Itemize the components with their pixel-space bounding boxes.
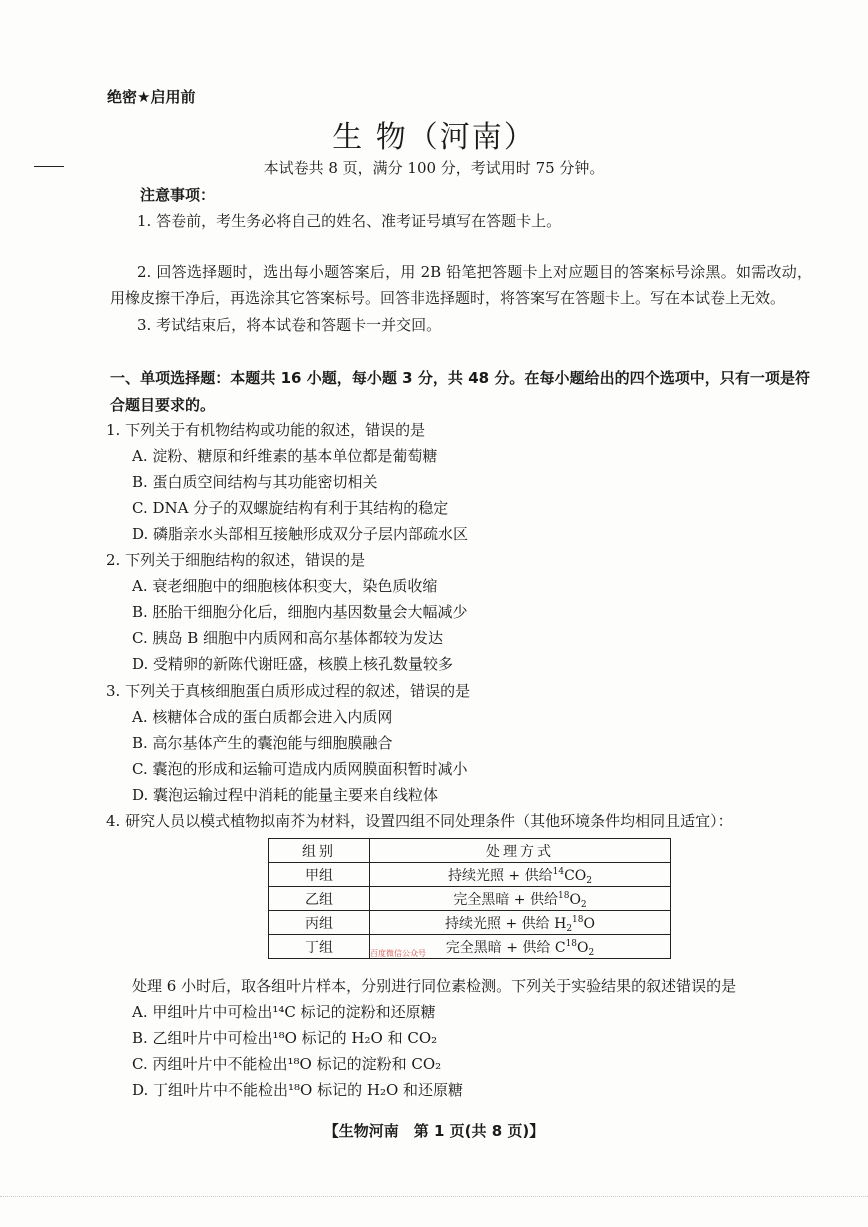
section-heading: 一、单项选择题：本题共 16 小题，每小题 3 分，共 48 分。在每小题给出的四个选项中，只有一项是符合题目要求的。 [110, 369, 810, 414]
watermark-text: 百度微信公众号 [370, 949, 426, 958]
question-option: B. 高尔基体产生的囊泡能与细胞膜融合 [132, 734, 393, 752]
question-option: D. 囊泡运输过程中消耗的能量主要来自线粒体 [132, 786, 439, 804]
table-row [269, 887, 671, 911]
question-option: C. 囊泡的形成和运输可造成内质网膜面积暂时减小 [132, 760, 468, 778]
treatment-table [268, 838, 671, 959]
question-option: A. 衰老细胞中的细胞核体积变大，染色质收缩 [132, 577, 438, 595]
table-header-treatment: 处理方式 [370, 839, 671, 863]
question-option: B. 蛋白质空间结构与其功能密切相关 [132, 473, 378, 491]
note-item: 3. 考试结束后，将本试卷和答题卡一并交回。 [137, 316, 442, 334]
table-row [269, 863, 671, 887]
note-item: 2. 回答选择题时，选出每小题答案后，用 2B 铅笔把答题卡上对应题目的答案标号涂黑。如需改动，用橡皮擦干净后，再选涂其它答案标号。回答非选择题时，将答案写在答题卡上。写在本试卷上无效。 [110, 263, 812, 307]
question-stem: 4. 研究人员以模式植物拟南芥为材料，设置四组不同处理条件（其他环境条件均相同且适宜）： [106, 812, 733, 830]
table-cell-treatment: 持续光照 + 供给$^{14}CO_2$ [370, 863, 671, 887]
question-option: D. 受精卵的新陈代谢旺盛，核膜上核孔数量较多 [132, 655, 454, 673]
question-option: C. 胰岛 B 细胞中内质网和高尔基体都较为发达 [132, 629, 444, 647]
question-option: D. 丁组叶片中不能检出¹⁸O 标记的 H₂O 和还原糖 [132, 1081, 464, 1099]
table-cell-group: 丙组 [269, 911, 370, 935]
question-option: C. DNA 分子的双螺旋结构有利于其结构的稳定 [132, 499, 449, 517]
table-header-row [269, 839, 671, 863]
question-option: D. 磷脂亲水头部相互接触形成双分子层内部疏水区 [132, 525, 469, 543]
exam-title: 生 物（河南） [332, 120, 536, 155]
notes-heading: 注意事项： [140, 186, 216, 204]
page-footer: 【生物河南 第 1 页(共 8 页)】 [323, 1122, 545, 1140]
exam-subtitle: 本试卷共 8 页，满分 100 分，考试用时 75 分钟。 [263, 159, 605, 177]
question-stem: 1. 下列关于有机物结构或功能的叙述，错误的是 [106, 421, 426, 439]
question-option: A. 核糖体合成的蛋白质都会进入内质网 [132, 708, 393, 726]
table-cell-treatment: 持续光照 + 供给 $H_2^{18}O$ [370, 911, 671, 935]
confidential-mark: 绝密★启用前 [107, 88, 196, 106]
question-stem: 2. 下列关于细胞结构的叙述，错误的是 [106, 551, 366, 569]
question-option: C. 丙组叶片中不能检出¹⁸O 标记的淀粉和 CO₂ [132, 1055, 442, 1073]
table-cell-group: 甲组 [269, 863, 370, 887]
question-option: B. 乙组叶片中可检出¹⁸O 标记的 H₂O 和 CO₂ [132, 1029, 438, 1047]
question-option: B. 胚胎干细胞分化后，细胞内基因数量会大幅减少 [132, 603, 468, 621]
question-option: A. 淀粉、糖原和纤维素的基本单位都是葡萄糖 [132, 447, 438, 465]
table-header-group: 组别 [269, 839, 370, 863]
question-option: A. 甲组叶片中可检出¹⁴C 标记的淀粉和还原糖 [132, 1003, 436, 1021]
table-cell-treatment: 完全黑暗 + 供给 $C^{18}O_2$ [370, 935, 671, 959]
question-stem: 3. 下列关于真核细胞蛋白质形成过程的叙述，错误的是 [106, 682, 471, 700]
page-bottom-rule [0, 1196, 868, 1197]
question-followup: 处理 6 小时后，取各组叶片样本，分别进行同位素检测。下列关于实验结果的叙述错误的是 [132, 977, 737, 995]
note-item: 1. 答卷前，考生务必将自己的姓名、准考证号填写在答题卡上。 [137, 212, 562, 230]
table-cell-treatment: 完全黑暗 + 供给$^{18}O_2$ [370, 887, 671, 911]
table-row [269, 911, 671, 935]
table-cell-group: 丁组 [269, 935, 370, 959]
table-cell-group: 乙组 [269, 887, 370, 911]
table-row [269, 935, 671, 959]
